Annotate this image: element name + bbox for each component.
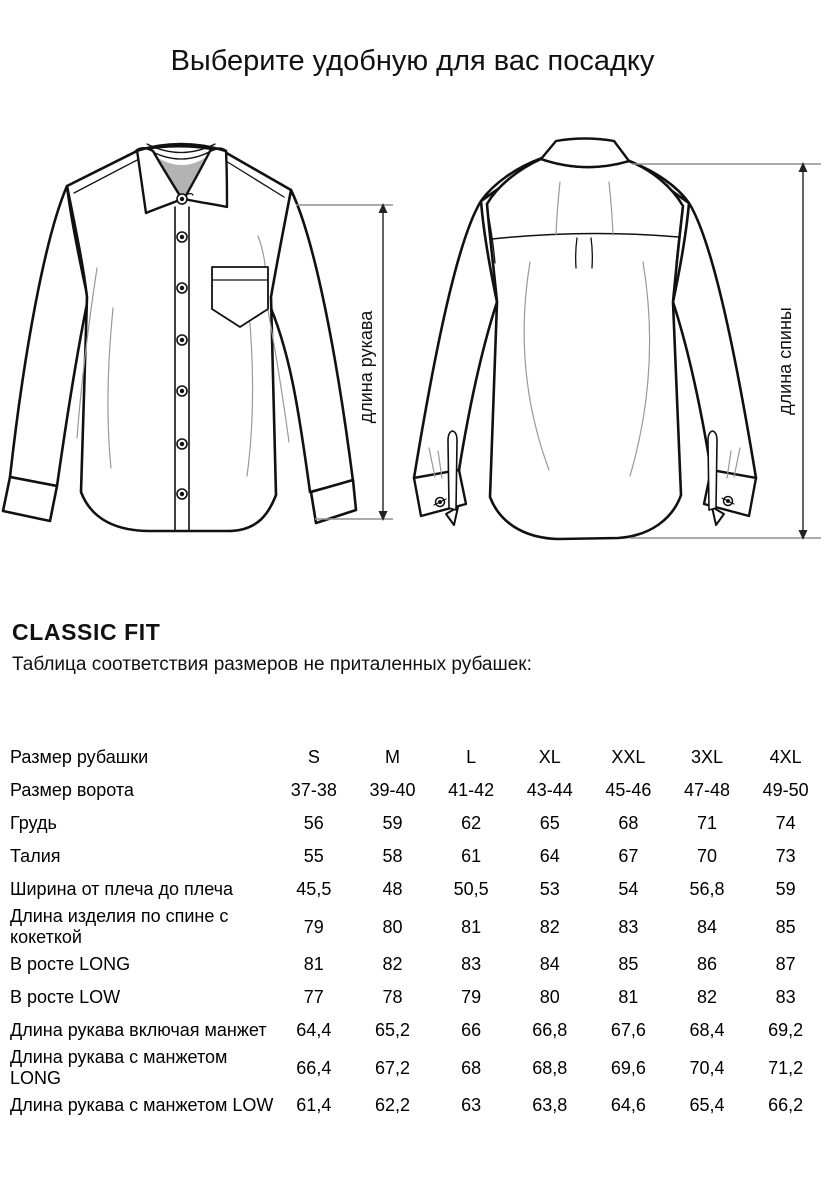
value-cell: 68 xyxy=(618,813,639,833)
value-cell: 58 xyxy=(382,846,403,866)
value-cell: 64 xyxy=(539,846,560,866)
size-column-header: S xyxy=(307,747,320,767)
table-row xyxy=(10,1047,825,1089)
row-label: В росте LOW xyxy=(10,987,121,1007)
value-cell: 85 xyxy=(618,954,639,974)
value-cell: 64,4 xyxy=(296,1020,332,1040)
table-row xyxy=(10,873,825,906)
value-cell: 66,8 xyxy=(532,1020,568,1040)
table-row xyxy=(10,1089,825,1122)
back-length-label: длина спины xyxy=(775,307,795,415)
back-shirt-drawing xyxy=(414,139,756,540)
value-cell: 59 xyxy=(775,879,796,899)
value-cell: 84 xyxy=(539,954,560,974)
row-label: Длина рукава включая манжет xyxy=(10,1020,267,1040)
row-label: Размер ворота xyxy=(10,780,134,800)
value-cell: 55 xyxy=(303,846,324,866)
row-label: Талия xyxy=(10,846,61,866)
row-label: В росте LONG xyxy=(10,954,131,974)
table-header-row xyxy=(10,741,825,774)
value-cell: 66,2 xyxy=(768,1095,804,1115)
value-cell: 65,2 xyxy=(374,1020,410,1040)
value-cell: 64,6 xyxy=(610,1095,646,1115)
table-row xyxy=(10,1014,825,1047)
value-cell: 87 xyxy=(775,954,796,974)
value-cell: 43-44 xyxy=(526,780,573,800)
page-title: Выберите удобную для вас посадку xyxy=(170,45,655,77)
value-cell: 78 xyxy=(382,987,403,1007)
size-column-header: M xyxy=(384,747,400,767)
value-cell: 50,5 xyxy=(453,879,489,899)
value-cell: 70,4 xyxy=(689,1057,725,1078)
value-cell: 83 xyxy=(461,954,482,974)
value-cell: 68,4 xyxy=(689,1020,725,1040)
value-cell: 79 xyxy=(303,916,324,937)
value-cell: 68,8 xyxy=(532,1057,568,1078)
value-cell: 68 xyxy=(461,1057,482,1078)
value-cell: 80 xyxy=(382,916,403,937)
value-cell: 84 xyxy=(697,916,718,937)
value-cell: 82 xyxy=(697,987,718,1007)
front-shirt-drawing xyxy=(3,144,356,531)
value-cell: 69,2 xyxy=(768,1020,804,1040)
value-cell: 81 xyxy=(618,987,639,1007)
shirts-drawing-svg xyxy=(0,120,825,600)
front-left-cuff xyxy=(3,477,57,521)
value-cell: 45,5 xyxy=(296,879,332,899)
size-column-header: 3XL xyxy=(691,747,724,767)
value-cell: 80 xyxy=(539,987,560,1007)
value-cell: 69,6 xyxy=(610,1057,646,1078)
value-cell: 37-38 xyxy=(290,780,337,800)
value-cell: 63,8 xyxy=(532,1095,568,1115)
value-cell: 61 xyxy=(461,846,482,866)
value-cell: 81 xyxy=(461,916,482,937)
value-cell: 86 xyxy=(697,954,718,974)
size-table xyxy=(10,741,825,1122)
value-cell: 41-42 xyxy=(448,780,495,800)
back-collar xyxy=(541,139,629,168)
row-label: Длина изделия по спине с кокеткой xyxy=(10,906,229,947)
size-column-header: XL xyxy=(538,747,561,767)
value-cell: 70 xyxy=(697,846,718,866)
value-cell: 67,2 xyxy=(374,1057,410,1078)
table-row xyxy=(10,807,825,840)
value-cell: 63 xyxy=(461,1095,482,1115)
row-label: Длина рукава с манжетом LONG xyxy=(10,1047,228,1088)
value-cell: 67,6 xyxy=(610,1020,646,1040)
value-cell: 77 xyxy=(303,987,324,1007)
value-cell: 74 xyxy=(775,813,796,833)
value-cell: 71 xyxy=(697,813,718,833)
value-cell: 83 xyxy=(775,987,796,1007)
value-cell: 67 xyxy=(618,846,639,866)
value-cell: 54 xyxy=(618,879,639,899)
value-cell: 73 xyxy=(775,846,796,866)
value-cell: 65,4 xyxy=(689,1095,725,1115)
table-row xyxy=(10,948,825,981)
value-cell: 66 xyxy=(461,1020,482,1040)
table-subtitle: Таблица соответствия размеров не приталенных рубашек: xyxy=(12,654,532,675)
value-cell: 83 xyxy=(618,916,639,937)
sleeve-length-label: длина рукава xyxy=(356,310,376,424)
table-row xyxy=(10,774,825,807)
value-cell: 62 xyxy=(461,813,482,833)
table-row xyxy=(10,981,825,1014)
value-cell: 65 xyxy=(539,813,560,833)
back-body xyxy=(487,159,683,539)
table-row xyxy=(10,840,825,873)
value-cell: 85 xyxy=(775,916,796,937)
shirts-figure xyxy=(0,120,825,600)
value-cell: 66,4 xyxy=(296,1057,332,1078)
table-row xyxy=(10,906,825,948)
value-cell: 39-40 xyxy=(369,780,416,800)
value-cell: 82 xyxy=(539,916,560,937)
value-cell: 56 xyxy=(303,813,324,833)
value-cell: 71,2 xyxy=(768,1057,804,1078)
value-cell: 59 xyxy=(382,813,403,833)
row-label: Ширина от плеча до плеча xyxy=(10,879,234,899)
size-column-header: 4XL xyxy=(769,747,802,767)
row-label: Грудь xyxy=(10,813,57,833)
value-cell: 45-46 xyxy=(605,780,652,800)
value-cell: 53 xyxy=(539,879,560,899)
row-label: Длина рукава с манжетом LOW xyxy=(10,1095,274,1115)
value-cell: 56,8 xyxy=(689,879,725,899)
classic-fit-heading: CLASSIC FIT xyxy=(12,619,161,645)
size-column-header: L xyxy=(466,747,477,767)
value-cell: 47-48 xyxy=(684,780,731,800)
value-cell: 61,4 xyxy=(296,1095,332,1115)
size-column-header: XXL xyxy=(611,747,646,767)
value-cell: 79 xyxy=(461,987,482,1007)
header-label: Размер рубашки xyxy=(10,747,149,767)
value-cell: 81 xyxy=(303,954,324,974)
value-cell: 48 xyxy=(382,879,403,899)
value-cell: 82 xyxy=(382,954,403,974)
value-cell: 62,2 xyxy=(374,1095,410,1115)
value-cell: 49-50 xyxy=(762,780,809,800)
